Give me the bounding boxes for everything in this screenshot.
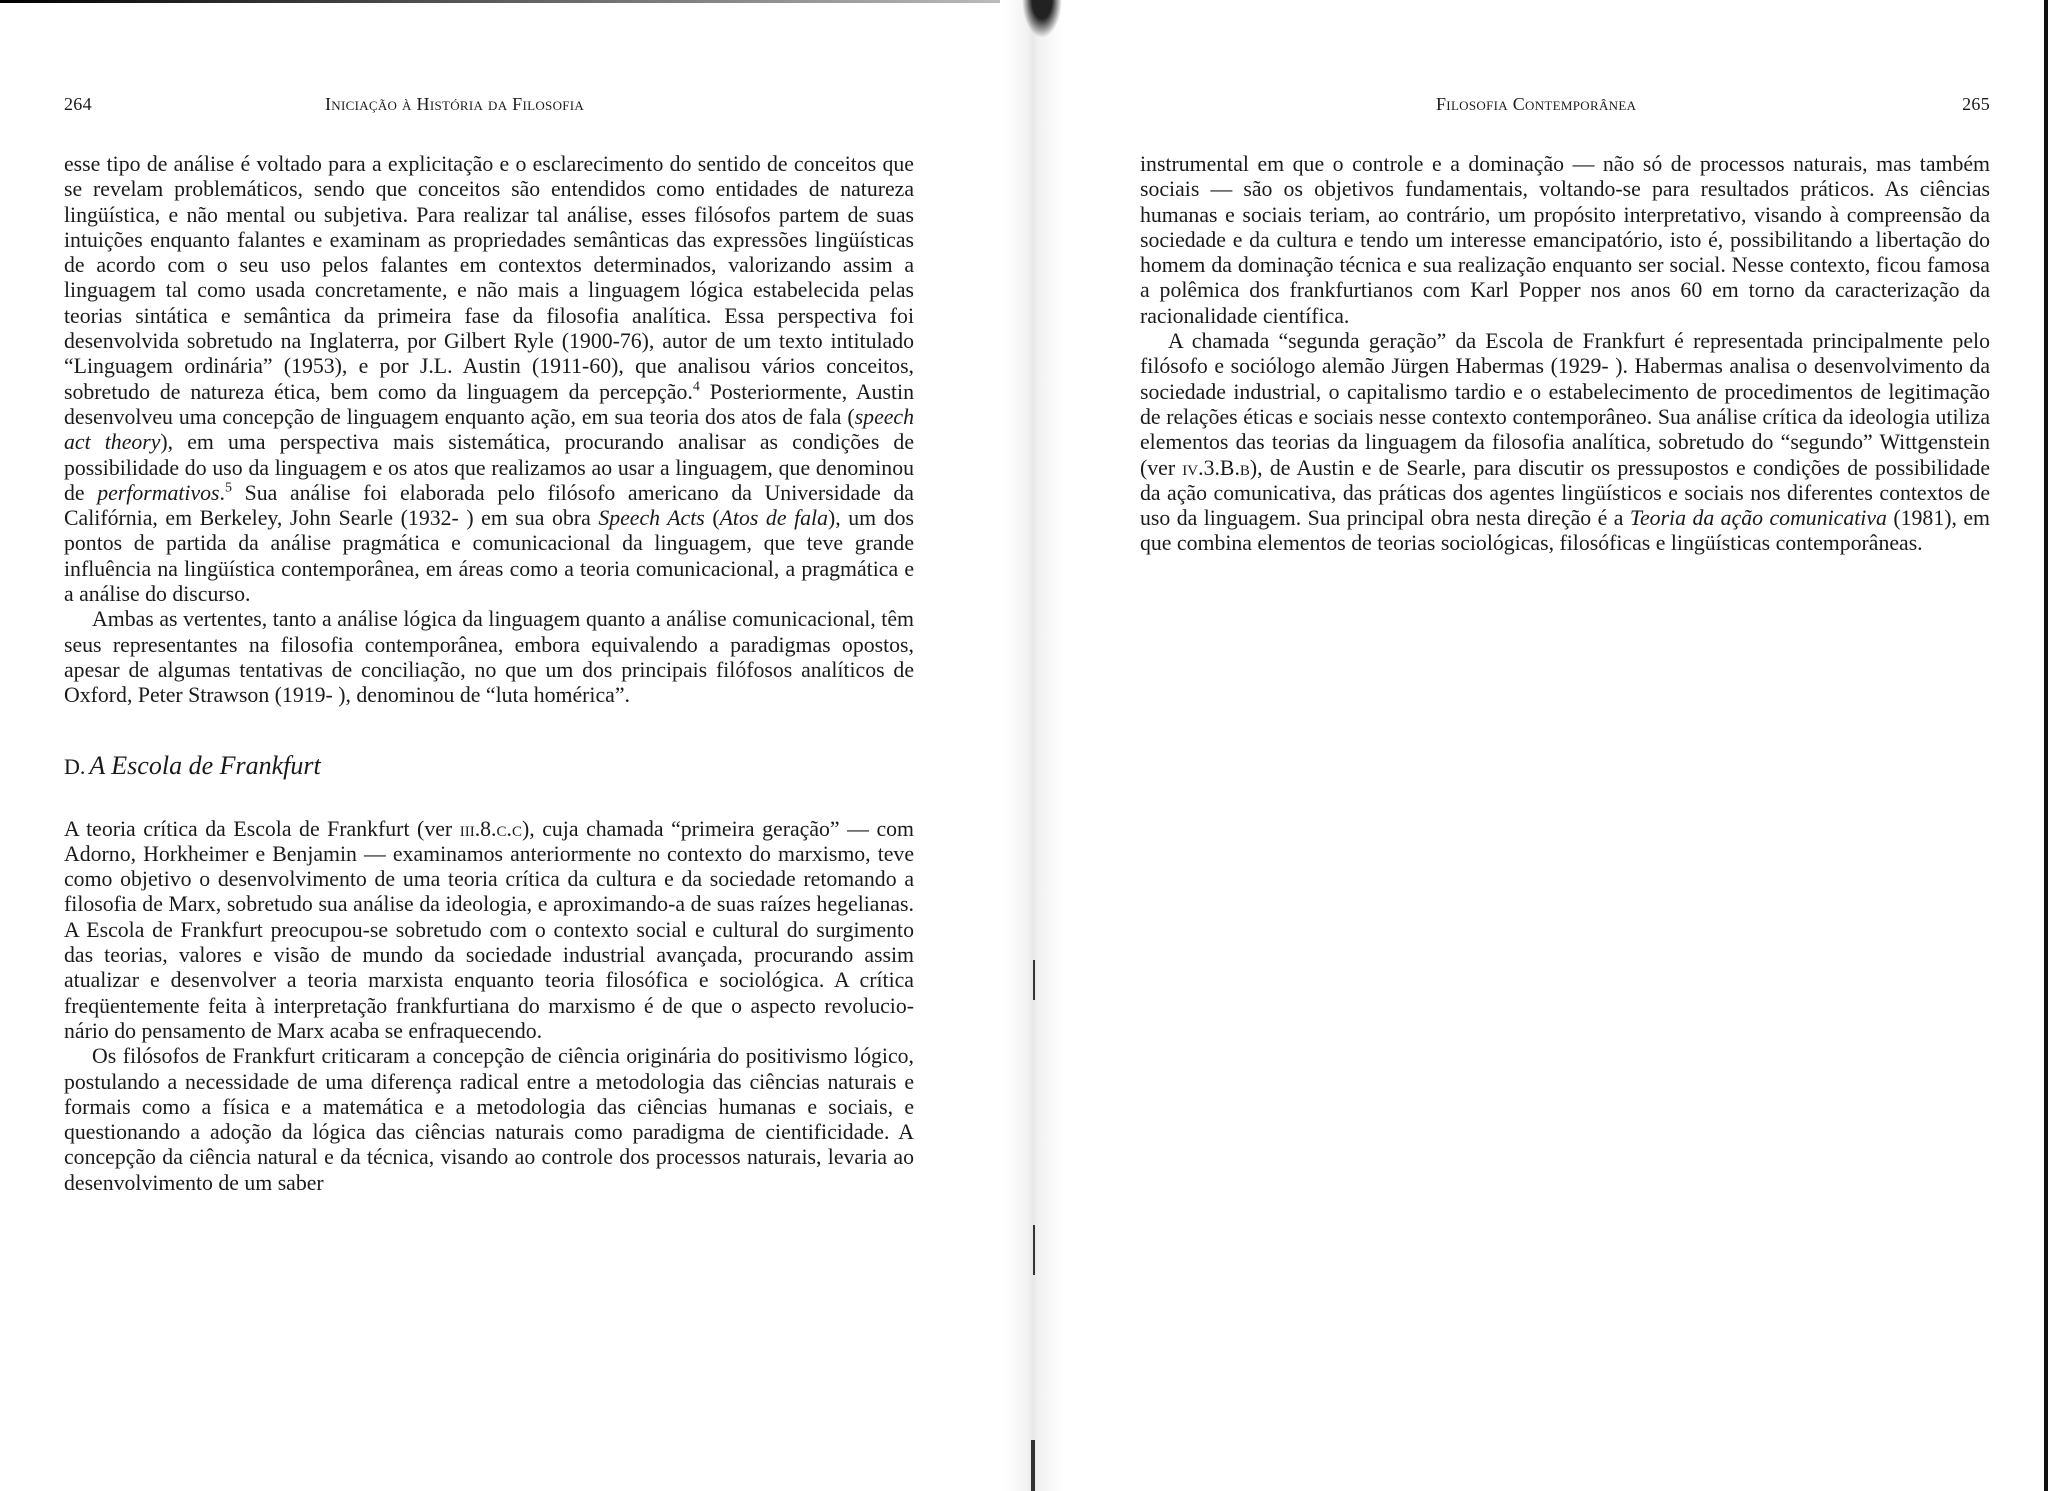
body-text bbox=[1140, 152, 1990, 557]
running-head-title: Filosofia Contemporânea bbox=[1436, 94, 1637, 114]
page-number: 264 bbox=[64, 94, 92, 114]
paragraph: Ambas as vertentes, tanto a análise lógica da linguagem quanto a análise comunicacional, têm seus representantes na filosofia contemporânea, embora equivalendo a paradigmas opostos, apesar de algumas tentativas de conciliação, no que um dos principais filófosos analíticos de Oxford, Peter Strawson (1919- ), denominou de “luta homérica”. bbox=[64, 607, 914, 708]
page-number: 265 bbox=[1962, 94, 1990, 114]
paragraph: Os filósofos de Frankfurt criticaram a concepção de ciência originária do positivismo lógico, postulando a necessidade de uma diferença radical entre a metodologia das ciências naturais e formais como a física e a matemática e a metodologia das ciências humanas e sociais, e questionando a adoção da lógica das ciências naturais como paradigma de cientificidade. A concepção da ciência natural e da técnica, visando ao controle dos processos naturais, levaria ao desenvolvimento de um saber bbox=[64, 1044, 914, 1195]
page-edge bbox=[2044, 0, 2048, 1491]
footnote-ref: 5 bbox=[224, 480, 232, 496]
paragraph: instrumental em que o controle e a dominação — não só de processos naturais, mas também sociais — são os objetivos fundamentais, voltando-se para resultados práticos. As ciências humanas e sociais teriam, ao contrário, um propósito interpretativo, visando à compreensão da sociedade e da cultura e tendo um interesse emancipatório, isto é, possibilitando a libertação do homem da dominação técnica e sua realização enquanto ser social. Nesse contexto, ficou famosa a polêmica dos frankfurtianos com Karl Popper nos anos 60 em torno da caracterização da racionalidade científica. bbox=[1140, 152, 1990, 328]
paragraph: esse tipo de análise é voltado para a explicitação e o esclarecimento do sentido de conceitos que se revelam problemáticos, sendo que conceitos são entendidos como entidades de natureza lingüística, e não mental ou subjetiva. Para realizar tal análise, esses filósofos partem de suas intuições enquanto falantes e examinam as propriedades semânticas das expressões lingüísticas de acordo com o seu uso pelos falantes em contextos determinados, valorizando assim a linguagem tal como usada concretamente, e não mais a linguagem lógica estabelecida pelas teorias sintática e semântica da primeira fase da filosofia analítica. Essa perspectiva foi desenvolvida sobretudo na Inglaterra, por Gilbert Ryle (1900-76), autor de um texto intitulado “Linguagem ordinária” (1953), e por J.L. Austin (1911-60), que analisou vários conceitos, sobretudo de natureza ética, bem como da linguagem da percepção.$^4$ Posteriormente, Austin desenvolveu uma concepção de linguagem enquanto ação, em sua teoria dos atos de fala (speech act theory), em uma perspectiva mais sistemática, procurando analisar as condições de possibilidade do uso da linguagem e os atos que realizamos ao usar a linguagem, que denominou de performativos.$^5$ Sua análise foi elaborada pelo filósofo americano da Universidade da Califórnia, em Berkeley, John Searle (1932- ) em sua obra Speech Acts (Atos de fala), um dos pontos de partida da análise pragmática e comunicacional da linguagem, que teve grande influência na lingüística contemporânea, em áreas como a teoria comunicacional, a pragmática e a análise do discurso. bbox=[64, 152, 914, 607]
gutter-binding-mark bbox=[1022, 0, 1062, 38]
section-title: A Escola de Frankfurt bbox=[89, 750, 321, 780]
paragraph: A teoria crítica da Escola de Frankfurt (ver iii.8.c.c), cuja chamada “primeira geração” — com Adorno, Horkheimer e Benjamin — examinamos anteriormente no contexto do marxismo, teve como objetivo o desenvolvimento de uma teoria crítica da cultura e da sociedade retomando a filosofia de Marx, sobretudo sua análise da ideologia, e aproximando-a de suas raízes hegelianas. A Escola de Frankfurt preocupou-se sobretudo com o contexto social e cultural do surgimento das teorias, valores e visão de mundo da sociedade industrial avançada, procurando assim atualizar e desenvolver a teoria marxista enquanto teoria filosófica e sociológica. A crítica freqüentemente feita à interpretação frankfurtiana do marxismo é de que o aspecto revolucionário do pensamento de Marx acaba se enfraquecendo. bbox=[64, 816, 914, 1043]
gutter-shadow-line bbox=[1033, 1225, 1035, 1275]
running-head bbox=[64, 86, 914, 126]
running-head bbox=[1140, 86, 1990, 126]
cross-reference: iv.3.B.b bbox=[1182, 455, 1250, 480]
running-head-title: Iniciação à História da Filosofia bbox=[325, 94, 585, 114]
top-edge-rule bbox=[0, 0, 1000, 3]
gutter-shadow-line bbox=[1033, 960, 1035, 1000]
section-heading: D. A Escola de Frankfurt bbox=[64, 750, 321, 780]
footnote-ref: 4 bbox=[692, 379, 700, 395]
cross-reference: iii.8.c.c bbox=[459, 816, 522, 841]
gutter-shadow-line bbox=[1031, 1440, 1035, 1491]
paragraph: A chamada “segunda geração” da Escola de Frankfurt é representada principalmente pelo filósofo e sociólogo alemão Jürgen Habermas (1929- ). Habermas analisa o desenvolvimento da sociedade industrial, o capitalismo tardio e o estabelecimento de procedimentos de legitimação de relações éticas e sociais nesse contexto contemporâneo. Sua análise crítica da ideologia utiliza elementos das teorias da linguagem da filosofia analítica, sobretudo do “segundo” Wittgenstein (ver iv.3.B.b), de Austin e de Searle, para discutir os pressupostos e condições de possibilidade da ação comunicativa, das práticas dos agentes lingüísticos e sociais nos diferentes contextos de uso da linguagem. Sua principal obra nesta direção é a Teoria da ação comunicativa (1981), em que combina elementos de teorias sociológicas, filosóficas e lingüísticas contemporâneas. bbox=[1140, 329, 1990, 556]
body-text bbox=[64, 152, 914, 1196]
left-page bbox=[64, 86, 914, 1196]
right-page bbox=[1140, 86, 1990, 557]
